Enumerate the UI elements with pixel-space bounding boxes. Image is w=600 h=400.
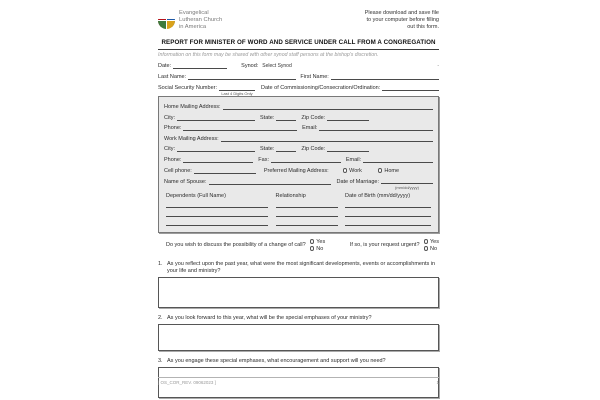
privacy-note: Information on this form may be shared with other synod staff persons at the bishop's discretion. bbox=[158, 51, 379, 58]
cell-phone-label: Cell phone: bbox=[164, 167, 192, 174]
change-call-no-radio[interactable] bbox=[310, 246, 315, 251]
dependent3-birth-line[interactable] bbox=[345, 220, 431, 226]
question-1 bbox=[158, 261, 439, 308]
question-2-text: As you look forward to this year, what will be the special emphases of your ministry? bbox=[167, 314, 372, 321]
preferred-work-option bbox=[343, 168, 362, 174]
last-name-label: Last Name: bbox=[158, 73, 187, 80]
title-rule bbox=[158, 49, 439, 50]
ssn-label: Social Security Number: bbox=[158, 85, 217, 92]
row-work-city bbox=[164, 145, 433, 152]
address-box bbox=[158, 96, 439, 232]
state-label: State: bbox=[260, 114, 275, 121]
dependent1-name-line[interactable] bbox=[166, 202, 268, 208]
state-label: State: bbox=[260, 146, 275, 153]
download-note-line1: Please download and save file bbox=[364, 10, 439, 16]
email-label: Email: bbox=[302, 125, 318, 132]
footer-form-code: [ OS_COR_REV. 09062023 ] bbox=[158, 380, 216, 385]
change-call-yes-label: Yes bbox=[316, 238, 326, 245]
dependent2-name-line[interactable] bbox=[166, 211, 268, 217]
date-input-line[interactable] bbox=[173, 62, 227, 69]
ordination-input-line[interactable] bbox=[382, 84, 439, 91]
marriage-date-label: Date of Marriage: bbox=[336, 178, 379, 185]
fax-label: Fax: bbox=[258, 156, 269, 163]
row-home-city bbox=[164, 114, 433, 121]
preferred-work-label: Work bbox=[349, 167, 362, 174]
question-3-text: As you engage these special emphases, what encouragement and support will you need? bbox=[167, 358, 386, 365]
email-label: Email: bbox=[345, 156, 362, 163]
question-1-answer-box[interactable] bbox=[158, 277, 439, 308]
question-3-number: 3. bbox=[158, 358, 163, 365]
brand bbox=[158, 10, 222, 31]
preferred-home-label: Home bbox=[384, 167, 400, 174]
city-label: City: bbox=[164, 114, 175, 121]
change-call-question: Do you wish to discuss the possibility of a change of call? bbox=[166, 242, 306, 249]
dependents-relationship-header: Relationship bbox=[275, 192, 306, 199]
city-label: City: bbox=[164, 146, 175, 153]
question-2-answer-box[interactable] bbox=[158, 324, 439, 351]
footer-page-number: 1 bbox=[436, 380, 439, 385]
synod-dropdown[interactable]: Select Synod bbox=[262, 62, 292, 69]
ssn-input-line[interactable] bbox=[219, 84, 255, 91]
home-zip-input-line[interactable] bbox=[327, 114, 369, 121]
row-home-phone bbox=[164, 124, 433, 131]
dependent1-relationship-line[interactable] bbox=[276, 202, 338, 208]
work-zip-input-line[interactable] bbox=[327, 145, 369, 152]
dependents-row-3 bbox=[164, 220, 433, 226]
question-2 bbox=[158, 315, 439, 351]
synod-label: Synod: bbox=[241, 62, 259, 69]
row-home-address bbox=[164, 103, 433, 110]
change-call-yes-radio[interactable] bbox=[310, 239, 315, 244]
ordination-label: Date of Commissioning/Consecration/Ordination: bbox=[261, 85, 381, 92]
preferred-mailing-label: Preferred Mailing Address: bbox=[263, 167, 329, 174]
org-name-line3: in America bbox=[179, 23, 207, 30]
home-phone-input-line[interactable] bbox=[183, 124, 297, 131]
change-of-call-row bbox=[158, 239, 439, 252]
row-ssn-ordination bbox=[158, 84, 439, 97]
urgent-yes-radio[interactable] bbox=[424, 239, 429, 244]
form-content bbox=[158, 10, 439, 398]
home-city-input-line[interactable] bbox=[177, 114, 255, 121]
dependent1-birth-line[interactable] bbox=[345, 202, 431, 208]
urgent-no-radio[interactable] bbox=[424, 246, 429, 251]
marriage-date-hint: (mm/dd/yyyy) bbox=[395, 184, 419, 190]
urgent-options bbox=[424, 239, 439, 252]
zip-label: Zip Code: bbox=[301, 146, 326, 153]
work-city-input-line[interactable] bbox=[177, 145, 255, 152]
zip-label: Zip Code: bbox=[301, 114, 326, 121]
marriage-date-input-line[interactable] bbox=[381, 177, 433, 184]
home-address-input-line[interactable] bbox=[223, 103, 433, 110]
dependents-birth-header: Date of Birth (mm/dd/yyyy) bbox=[345, 192, 411, 199]
dependent2-birth-line[interactable] bbox=[345, 211, 431, 217]
date-label: Date: bbox=[158, 62, 172, 69]
row-work-address bbox=[164, 135, 433, 142]
urgent-yes-label: Yes bbox=[430, 238, 439, 245]
change-call-no-label: No bbox=[316, 245, 324, 252]
ssn-hint: Last 4 Digits Only bbox=[221, 91, 253, 97]
dependent3-relationship-line[interactable] bbox=[276, 220, 338, 226]
page-title: REPORT FOR MINISTER OF WORD AND SERVICE UNDER CALL FROM A CONGREGATION bbox=[161, 38, 436, 46]
org-name-line1: Evangelical bbox=[179, 10, 209, 16]
work-phone-input-line[interactable] bbox=[183, 156, 253, 163]
row-work-phone bbox=[164, 156, 433, 163]
dependents-row-2 bbox=[164, 211, 433, 217]
download-note bbox=[365, 10, 439, 31]
cell-phone-input-line[interactable] bbox=[194, 167, 256, 174]
dependent3-name-line[interactable] bbox=[166, 220, 268, 226]
question-1-number: 1. bbox=[158, 260, 163, 267]
dependents-name-header: Dependents (Full Name) bbox=[166, 192, 226, 199]
work-email-input-line[interactable] bbox=[363, 156, 433, 163]
elca-logo-icon bbox=[158, 12, 175, 29]
download-note-line3: out this form. bbox=[407, 23, 439, 30]
last-name-input-line[interactable] bbox=[188, 73, 296, 80]
urgent-question: If so, is your request urgent? bbox=[349, 242, 420, 249]
work-address-input-line[interactable] bbox=[221, 135, 433, 142]
phone-label: Phone: bbox=[164, 125, 182, 132]
home-email-input-line[interactable] bbox=[319, 124, 433, 131]
spouse-label: Name of Spouse: bbox=[164, 178, 207, 185]
download-note-line2: to your computer before filling bbox=[366, 16, 439, 23]
preferred-work-radio[interactable] bbox=[343, 168, 348, 173]
work-state-input-line[interactable] bbox=[276, 145, 296, 152]
dependents-header-row bbox=[164, 193, 433, 199]
spouse-input-line[interactable] bbox=[209, 178, 331, 185]
header bbox=[158, 10, 439, 31]
first-name-label: First Name: bbox=[300, 73, 329, 80]
question-1-text: As you reflect upon the past year, what were the most significant developments, events or accomplishments in your life and ministry? bbox=[167, 260, 436, 274]
dependents-row-1 bbox=[164, 202, 433, 208]
first-name-input-line[interactable] bbox=[331, 73, 439, 80]
dependent2-relationship-line[interactable] bbox=[276, 211, 338, 217]
work-address-label: Work Mailing Address: bbox=[164, 135, 219, 142]
question-2-number: 2. bbox=[158, 314, 163, 321]
page-footer bbox=[158, 377, 439, 385]
phone-label: Phone: bbox=[164, 156, 182, 163]
org-name bbox=[179, 10, 222, 31]
home-address-label: Home Mailing Address: bbox=[164, 103, 221, 110]
fax-input-line[interactable] bbox=[271, 156, 341, 163]
preferred-home-radio[interactable] bbox=[378, 168, 383, 173]
org-name-line2: Lutheran Church bbox=[179, 16, 223, 23]
row-names bbox=[158, 73, 439, 80]
row1-mark: - bbox=[437, 62, 439, 69]
row-date-synod bbox=[158, 62, 439, 69]
home-state-input-line[interactable] bbox=[276, 114, 296, 121]
urgent-no-label: No bbox=[430, 245, 438, 252]
row-spouse bbox=[164, 177, 433, 190]
preferred-home-option bbox=[378, 168, 399, 174]
change-call-options bbox=[310, 239, 325, 252]
row-cell-preferred bbox=[164, 167, 433, 174]
